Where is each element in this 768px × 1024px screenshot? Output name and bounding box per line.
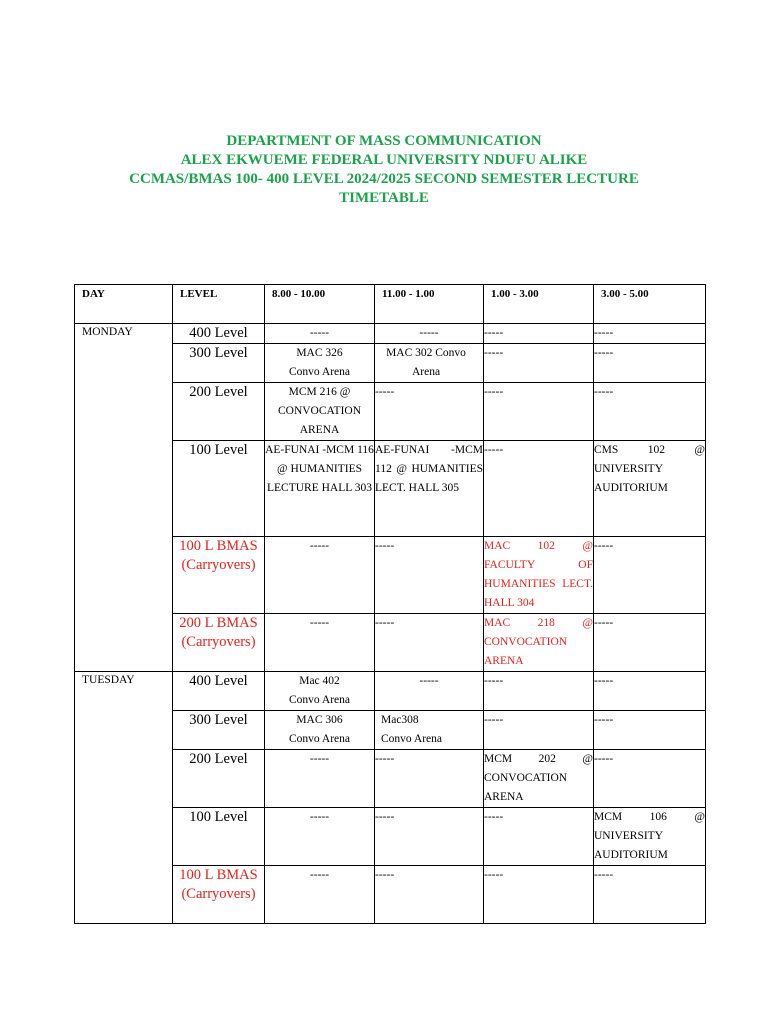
- slot-cell: -----: [484, 383, 594, 441]
- level-cell: 200 Level: [173, 383, 265, 441]
- slot-cell: -----: [265, 324, 375, 344]
- level-cell: 300 Level: [173, 711, 265, 750]
- column-header-day: DAY: [75, 285, 173, 324]
- slot-cell: -----: [375, 537, 484, 614]
- level-cell: 400 Level: [173, 672, 265, 711]
- level-cell-carryover: 200 L BMAS (Carryovers): [173, 614, 265, 672]
- slot-cell: -----: [594, 711, 706, 750]
- slot-cell: -----: [484, 711, 594, 750]
- slot-cell: -----: [594, 383, 706, 441]
- column-header-slot3: 1.00 - 3.00: [484, 285, 594, 324]
- column-header-slot2: 11.00 - 1.00: [375, 285, 484, 324]
- title-timetable-line2: TIMETABLE: [339, 190, 429, 206]
- slot-cell: MCM 216 @ CONVOCATION ARENA: [265, 383, 375, 441]
- day-cell-monday: MONDAY: [75, 324, 173, 672]
- slot-cell-carryover: MAC 102 @ FACULTY OF HUMANITIES LECT. HALL 304: [484, 537, 594, 614]
- slot-cell: -----: [594, 750, 706, 808]
- slot-cell: MAC 326 Convo Arena: [265, 344, 375, 383]
- table-row: [75, 672, 706, 711]
- slot-cell: -----: [484, 441, 594, 537]
- level-cell-carryover: 100 L BMAS (Carryovers): [173, 866, 265, 924]
- level-cell-carryover: 100 L BMAS (Carryovers): [173, 537, 265, 614]
- level-cell: 100 Level: [173, 441, 265, 537]
- slot-cell: -----: [594, 344, 706, 383]
- table-row: [75, 324, 706, 344]
- slot-cell: -----: [265, 537, 375, 614]
- timetable: [74, 284, 706, 924]
- column-header-slot4: 3.00 - 5.00: [594, 285, 706, 324]
- column-header-slot1: 8.00 - 10.00: [265, 285, 375, 324]
- title-department: DEPARTMENT OF MASS COMMUNICATION: [226, 133, 542, 149]
- document-title: [0, 132, 768, 208]
- slot-cell: Mac 402 Convo Arena: [265, 672, 375, 711]
- slot-cell: -----: [375, 672, 484, 711]
- slot-cell: AE-FUNAI -MCM 112 @ HUMANITIES LECT. HALL 305: [375, 441, 484, 537]
- slot-cell: -----: [265, 866, 375, 924]
- day-cell-tuesday: TUESDAY: [75, 672, 173, 924]
- slot-cell: -----: [594, 324, 706, 344]
- title-university: ALEX EKWUEME FEDERAL UNIVERSITY NDUFU ALIKE: [180, 152, 588, 168]
- slot-cell: MCM 202 @ CONVOCATION ARENA: [484, 750, 594, 808]
- slot-cell: -----: [484, 344, 594, 383]
- slot-cell: -----: [484, 324, 594, 344]
- slot-cell: -----: [265, 808, 375, 866]
- level-cell: 200 Level: [173, 750, 265, 808]
- slot-cell: -----: [484, 672, 594, 711]
- slot-cell: -----: [375, 808, 484, 866]
- slot-cell-carryover: MAC 218 @ CONVOCATION ARENA: [484, 614, 594, 672]
- slot-cell: -----: [594, 672, 706, 711]
- slot-cell: -----: [375, 324, 484, 344]
- slot-cell: MAC 302 Convo Arena: [375, 344, 484, 383]
- level-cell: 100 Level: [173, 808, 265, 866]
- slot-cell: MCM 106 @ UNIVERSITY AUDITORIUM: [594, 808, 706, 866]
- slot-cell: -----: [375, 383, 484, 441]
- slot-cell: Mac308 Convo Arena: [375, 711, 484, 750]
- header-row: [75, 285, 706, 324]
- column-header-level: LEVEL: [173, 285, 265, 324]
- slot-cell: -----: [594, 866, 706, 924]
- slot-cell: CMS 102 @ UNIVERSITY AUDITORIUM: [594, 441, 706, 537]
- slot-cell: -----: [375, 750, 484, 808]
- slot-cell: -----: [594, 614, 706, 672]
- slot-cell: AE-FUNAI -MCM 116 @ HUMANITIES LECTURE HALL 303: [265, 441, 375, 537]
- slot-cell: -----: [484, 808, 594, 866]
- slot-cell: -----: [265, 750, 375, 808]
- level-cell: 400 Level: [173, 324, 265, 344]
- slot-cell: -----: [375, 614, 484, 672]
- level-cell: 300 Level: [173, 344, 265, 383]
- title-timetable-line1: CCMAS/BMAS 100- 400 LEVEL 2024/2025 SECOND SEMESTER LECTURE: [129, 171, 639, 187]
- slot-cell: -----: [594, 537, 706, 614]
- slot-cell: MAC 306 Convo Arena: [265, 711, 375, 750]
- slot-cell: -----: [484, 866, 594, 924]
- slot-cell: -----: [265, 614, 375, 672]
- slot-cell: -----: [375, 866, 484, 924]
